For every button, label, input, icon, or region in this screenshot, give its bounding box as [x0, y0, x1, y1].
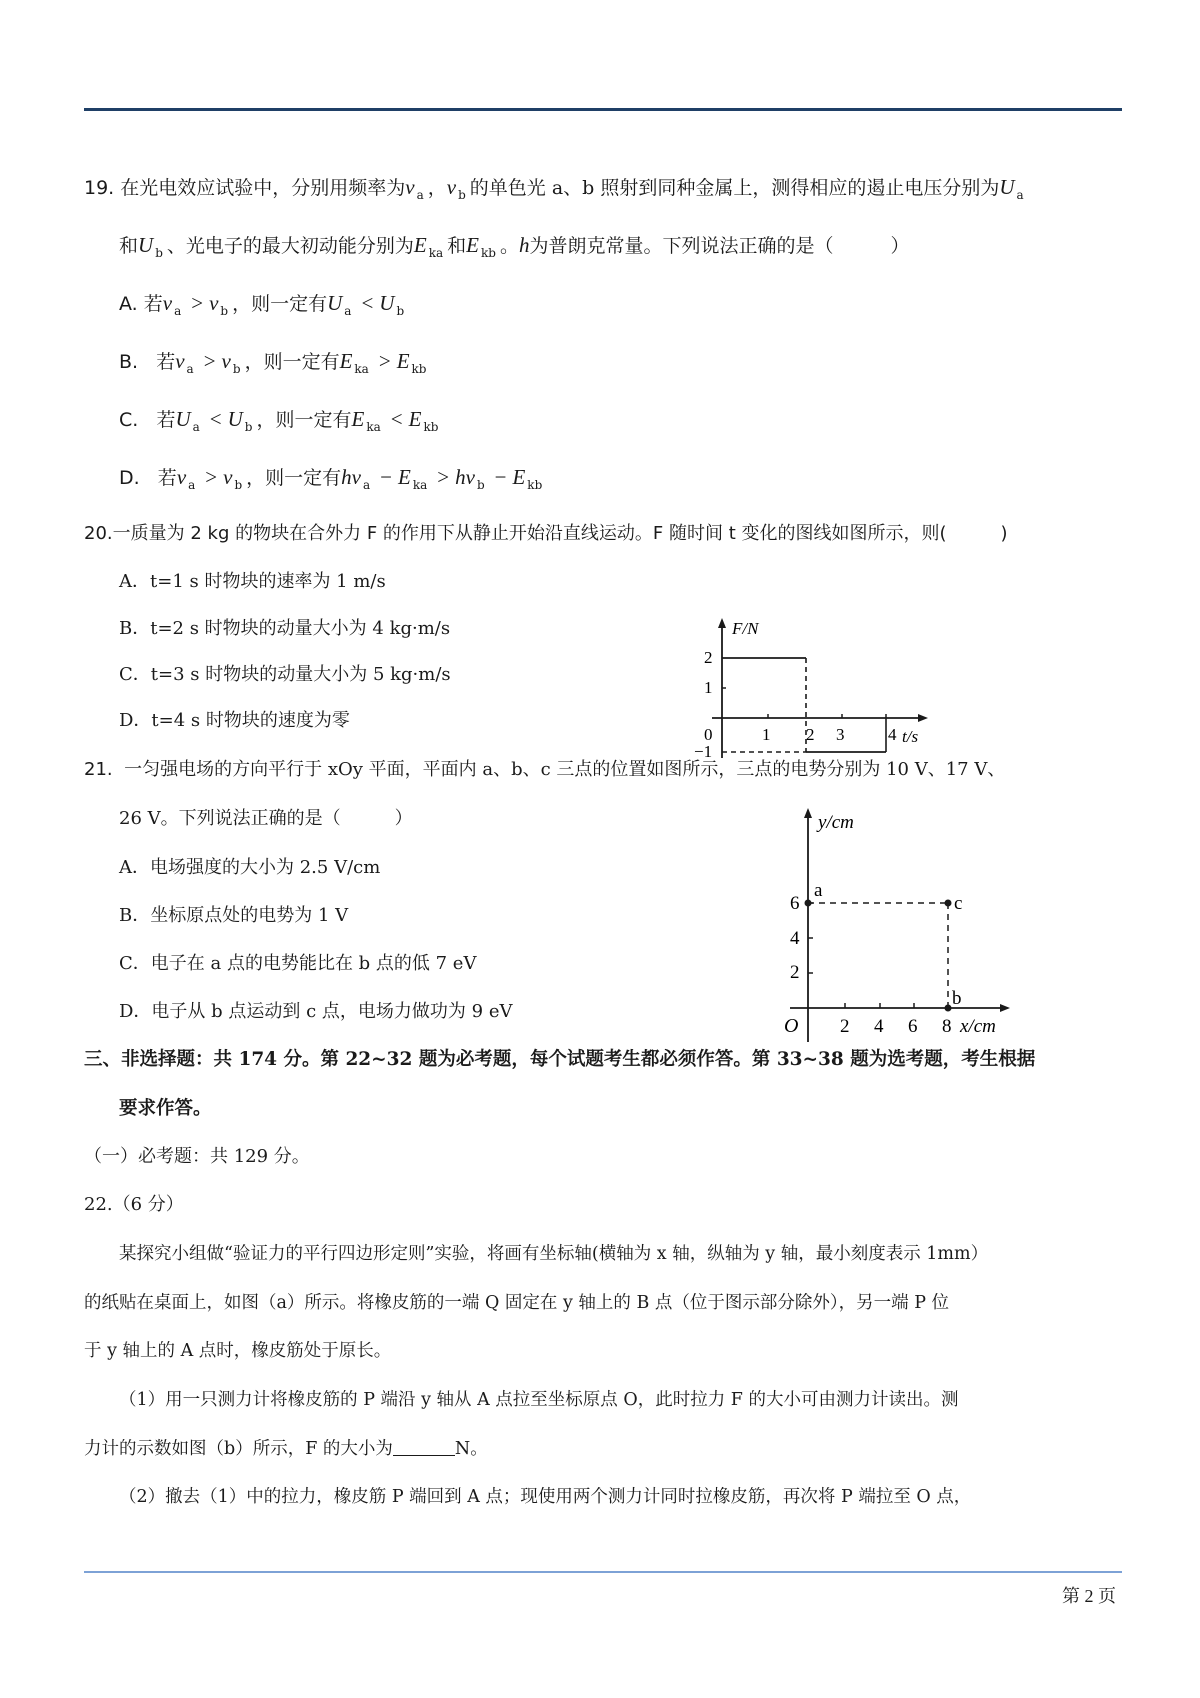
q19-stem-line2: 和U $_b$ 、光电子的最大初动能分别为E $_{ka}$ 和E $_{kb}$ 。h为普朗克常量。下列说法正确的是（ ） — [119, 233, 910, 260]
q19-number: 19. — [84, 177, 115, 199]
q21-ytick-2: 2 — [790, 962, 800, 983]
q22-header: 22.（6 分） — [84, 1194, 184, 1215]
section3-subheading: （一）必考题：共 129 分。 — [84, 1146, 310, 1167]
q22-part1-line2: 力计的示数如图（b）所示，F 的大小为 N。 — [84, 1439, 488, 1459]
q21-coordinate-graph — [768, 806, 1018, 1046]
q20-option-c: C．t=3 s 时物块的动量大小为 5 kg·m/s — [119, 664, 451, 685]
q21-xtick-2: 2 — [840, 1016, 850, 1037]
section3-heading-line2: 要求作答。 — [119, 1098, 212, 1119]
q21-label-a: a — [814, 880, 823, 901]
q21-origin-label: O — [784, 1015, 799, 1037]
page-number: 第 2 页 — [1062, 1586, 1116, 1606]
q20-option-a: A．t=1 s 时物块的速率为 1 m/s — [119, 571, 386, 592]
q21-option-b: B．坐标原点处的电势为 1 V — [119, 905, 349, 926]
section3-heading-line1: 三、非选择题：共 174 分。第 22~32 题为必考题，每个试题考生都必须作答。第 33~38 题为选考题，考生根据 — [84, 1049, 1036, 1070]
q22-part2-line1: （2）撤去（1）中的拉力，橡皮筋 P 端回到 A 点；现使用两个测力计同时拉橡皮筋，再次将 P 端拉至 O 点， — [119, 1487, 972, 1507]
q21-ytick-4: 4 — [790, 928, 800, 949]
q20-x-arrow-icon — [918, 714, 928, 722]
q21-xtick-4: 4 — [874, 1016, 884, 1037]
q22-answer-blank[interactable] — [393, 1437, 455, 1456]
q21-xtick-8: 8 — [942, 1016, 952, 1037]
q20-xtick-4: 4 — [888, 725, 897, 744]
q21-stem-line1: 21. 一匀强电场的方向平行于 xOy 平面，平面内 a、b、c 三点的位置如图所示，三点的电势分别为 10 V、17 V、 — [84, 759, 1006, 780]
q20-option-d: D．t=4 s 时物块的速度为零 — [119, 710, 350, 731]
q20-number: 20. — [84, 523, 113, 544]
q21-option-c: C．电子在 a 点的电势能比在 b 点的低 7 eV — [119, 953, 477, 974]
q20-y-arrow-icon — [718, 618, 726, 628]
q21-x-arrow-icon — [1000, 1004, 1010, 1012]
q20-xtick-2: 2 — [806, 725, 815, 744]
q20-stem: 20.一质量为 2 kg 的物块在合外力 F 的作用下从静止开始沿直线运动。F 随时间 t 变化的图线如图所示，则( ) — [84, 523, 1008, 544]
header-rule — [84, 108, 1122, 111]
q21-point-c — [945, 900, 952, 907]
footer-rule — [84, 1571, 1122, 1573]
q22-paragraph-line3: 于 y 轴上的 A 点时，橡皮筋处于原长。 — [84, 1341, 392, 1361]
q21-label-c: c — [954, 893, 963, 914]
q20-ytick-0: 0 — [704, 725, 713, 744]
q20-x-label: t/s — [902, 727, 919, 746]
q20-option-b: B．t=2 s 时物块的动量大小为 4 kg·m/s — [119, 618, 451, 639]
q21-ytick-6: 6 — [790, 893, 800, 914]
q19-option-a: A. 若ν $_a$ > ν $_b$ ，则一定有U $_a$ < U $_b$ — [119, 291, 405, 318]
q19-stem-line1: 19. 在光电效应试验中，分别用频率为ν $_a$ ，ν $_b$ 的单色光 a、b 照射到同种金属上，测得相应的遏止电压分别为U $_a$ — [84, 175, 1024, 202]
q21-y-label: y/cm — [818, 812, 854, 833]
q20-ytick-neg1: −1 — [694, 742, 713, 761]
q20-xtick-3: 3 — [836, 725, 845, 744]
q19-option-b: B. 若ν $_a$ > ν $_b$ ，则一定有E $_{ka}$ > E $_{kb}$ — [119, 349, 427, 376]
q21-option-d: D．电子从 b 点运动到 c 点，电场力做功为 9 eV — [119, 1001, 513, 1022]
q19-option-c: C. 若U $_a$ < U $_b$ ，则一定有E $_{ka}$ < E $_{kb}$ — [119, 407, 439, 434]
q21-x-label: x/cm — [960, 1016, 996, 1037]
q21-y-arrow-icon — [804, 808, 812, 818]
q22-paragraph-line2: 的纸贴在桌面上，如图（a）所示。将橡皮筋的一端 Q 固定在 y 轴上的 B 点（位于图示部分除外），另一端 P 位 — [84, 1293, 950, 1313]
q21-number: 21. — [84, 759, 113, 780]
q22-paragraph-line1: 某探究小组做“验证力的平行四边形定则”实验，将画有坐标轴(横轴为 x 轴，纵轴为 y 轴，最小刻度表示 1mm） — [119, 1244, 989, 1264]
q20-xtick-1: 1 — [762, 725, 771, 744]
q21-point-a — [805, 900, 812, 907]
q22-part1-line1: （1）用一只测力计将橡皮筋的 P 端沿 y 轴从 A 点拉至坐标原点 O，此时拉力 F 的大小可由测力计读出。测 — [119, 1390, 959, 1410]
q21-option-a: A．电场强度的大小为 2.5 V/cm — [119, 857, 381, 878]
q21-label-b: b — [952, 988, 962, 1009]
q21-point-b — [945, 1005, 952, 1012]
q20-ytick-2: 2 — [704, 648, 713, 667]
q20-y-label: F/N — [732, 619, 759, 638]
q19-option-d: D. 若ν $_a$ > ν $_b$ ，则一定有hν $_a$ − E $_{ka}$ > hν $_b$ − E $_{kb}$ — [119, 465, 543, 492]
q21-stem-line2: 26 V。下列说法正确的是（ ） — [119, 808, 413, 829]
q20-ytick-1: 1 — [704, 678, 713, 697]
q21-xtick-6: 6 — [908, 1016, 918, 1037]
q20-force-time-graph — [690, 618, 950, 768]
